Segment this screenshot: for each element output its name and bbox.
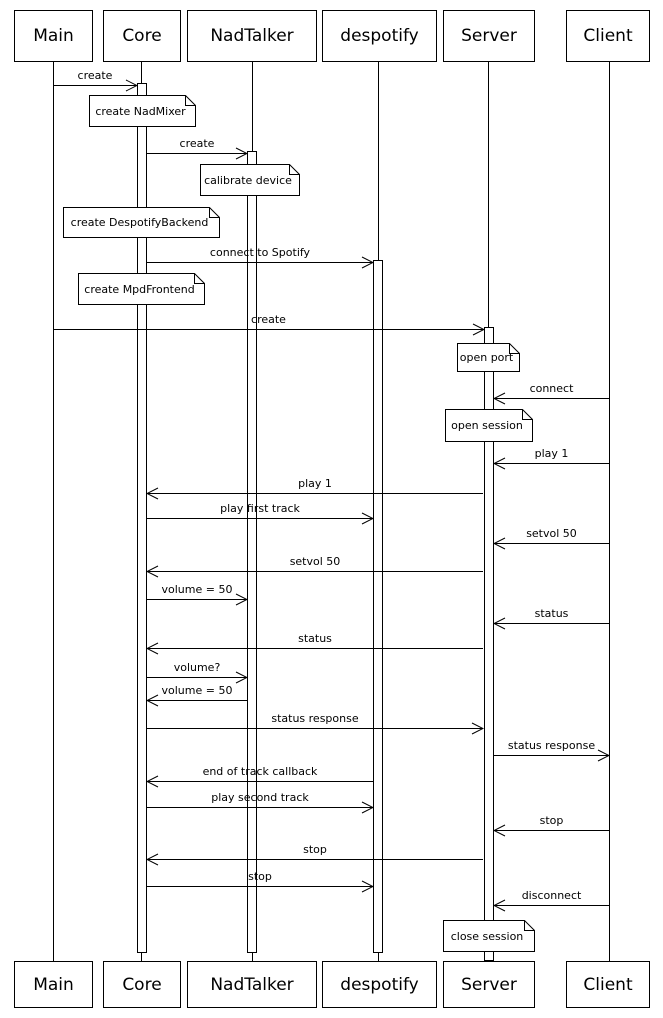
participant-label: Server [461,974,517,995]
message-line [494,398,609,399]
arrowhead-icon [493,537,506,550]
message-label: stop [303,843,327,856]
message-line [147,886,373,887]
message-line [147,571,483,572]
note-label: create MpdFrontend [84,282,195,296]
message-label: create [77,69,113,82]
participant-bottom-main [14,961,93,1008]
message-label: volume = 50 [161,583,233,596]
activation-nadtalker [247,151,257,953]
arrowhead-icon [361,512,374,525]
participant-top-client [566,10,650,62]
lifeline-main [53,62,54,961]
arrowhead-icon [361,880,374,893]
message-label: status response [271,712,359,725]
message-label: volume? [173,661,221,674]
arrowhead-icon [146,565,159,578]
message-label: status [298,632,332,645]
message-line [494,463,609,464]
message-line [147,859,483,860]
participant-top-despotify [322,10,437,62]
arrowhead-icon [493,824,506,837]
message-label: end of track callback [202,765,318,778]
message-line [494,543,609,544]
arrowhead-icon [471,722,484,735]
arrowhead-icon [146,775,159,788]
arrowhead-icon [597,749,610,762]
message-label: play second track [211,791,309,804]
arrowhead-icon [493,899,506,912]
arrowhead-icon [146,487,159,500]
message-line [147,153,247,154]
message-line [147,262,373,263]
arrowhead-icon [493,392,506,405]
message-label: stop [248,870,272,883]
message-line [147,677,247,678]
participant-label: Core [122,974,162,995]
arrowhead-icon [146,642,159,655]
participant-label: NadTalker [210,26,294,46]
note-label: create DespotifyBackend [70,216,209,229]
message-label: connect to Spotify [209,246,311,259]
participant-top-server [443,10,535,62]
message-line [147,599,247,600]
message-line [147,781,373,782]
note-label: close session [450,929,524,943]
participant-top-core [103,10,181,62]
participant-bottom-client [566,961,650,1008]
arrowhead-icon [146,853,159,866]
arrowhead-icon [235,593,248,606]
participant-bottom-server [443,961,535,1008]
participant-label: NadTalker [210,974,294,995]
message-label: status response [507,739,596,752]
message-label: volume = 50 [161,684,233,697]
note-label: create NadMixer [95,104,186,118]
lifeline-client [609,62,610,961]
message-line [494,830,609,831]
arrowhead-icon [472,323,485,336]
note-label: open session [451,419,523,432]
message-label: disconnect [521,889,582,902]
participant-label: despotify [340,974,419,995]
participant-label: Core [122,26,162,46]
note-label: open port [459,351,514,364]
message-label: connect [529,382,574,395]
arrowhead-icon [235,671,248,684]
participant-label: Main [33,974,74,995]
participant-bottom-despotify [322,961,437,1008]
message-line [147,728,483,729]
message-line [147,648,483,649]
message-line [147,700,247,701]
arrowhead-icon [235,147,248,160]
message-label: create [179,137,215,150]
arrowhead-icon [361,256,374,269]
message-line [147,807,373,808]
message-label: play 1 [298,477,332,490]
participant-bottom-core [103,961,181,1008]
arrowhead-icon [125,79,138,92]
participant-label: Client [583,26,633,46]
message-line [147,518,373,519]
message-line [494,905,609,906]
participant-bottom-nadtalker [187,961,317,1008]
message-label: play 1 [534,447,569,460]
message-label: play first track [220,502,300,515]
arrowhead-icon [493,617,506,630]
note-label: calibrate device [204,173,292,187]
message-line [53,329,484,330]
message-line [494,623,609,624]
message-label: setvol 50 [289,555,341,568]
message-label: stop [539,814,564,827]
arrowhead-icon [493,457,506,470]
message-label: status [534,607,569,620]
participant-label: Main [33,26,74,46]
participant-top-main [14,10,93,62]
participant-label: despotify [340,26,419,46]
message-line [147,493,483,494]
message-line [494,755,609,756]
arrowhead-icon [361,801,374,814]
participant-label: Client [583,974,633,995]
participant-label: Server [461,26,517,46]
message-label: create [251,313,286,326]
message-label: setvol 50 [526,527,577,540]
arrowhead-icon [146,694,159,707]
participant-top-nadtalker [187,10,317,62]
